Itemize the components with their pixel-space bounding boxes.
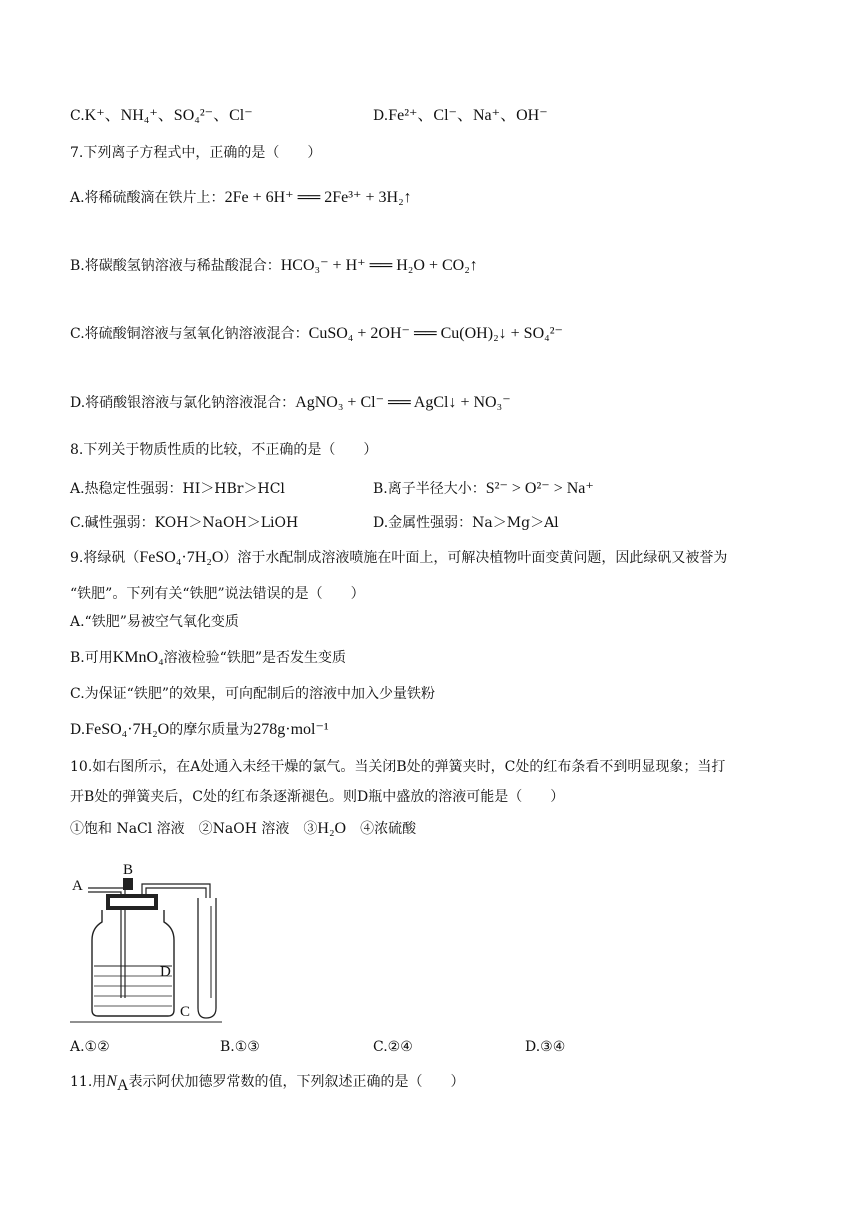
q10-stem-line1: 10.如右图所示，在A处通入未经干燥的氯气。当关闭B处的弹簧夹时，C处的红布条看不到明显现象；当打 <box>70 759 726 775</box>
test-tube-c <box>198 898 216 1018</box>
q7-option-b-equation: HCO₃⁻ + H⁺ ══ H₂O + CO₂↑ <box>280 257 478 274</box>
q10-choices-a: ①饱和 NaCl 溶液 ②NaOH 溶液 ③ <box>70 821 318 837</box>
figure-label-d: D <box>160 964 171 980</box>
q9-option-d-a: D. <box>70 722 86 738</box>
q6-option-c <box>70 106 253 126</box>
q7-option-c <box>70 324 563 344</box>
q9-option-b <box>70 648 346 668</box>
q10-option-a: A.①② <box>70 1039 110 1055</box>
q10-choices <box>70 819 416 839</box>
q7-option-a-equation: 2Fe + 6H⁺ ══ 2Fe³⁺ + 3H₂↑ <box>224 189 412 206</box>
gas-washing-apparatus-figure <box>70 858 222 1024</box>
q11-stem <box>70 1072 465 1096</box>
q9-option-c: C.为保证“铁肥”的效果，可向配制后的溶液中加入少量铁粉 <box>70 686 435 702</box>
figure-label-a: A <box>72 878 83 894</box>
figure-label-b: B <box>123 862 134 878</box>
q11-stem-sub: A <box>116 1076 129 1094</box>
q6-option-d-content: Fe²⁺、Cl⁻、Na⁺、OH⁻ <box>388 107 548 124</box>
spring-clip-b <box>123 878 133 890</box>
q9-option-b-b: 溶液检验“铁肥”是否发生变质 <box>163 650 346 666</box>
q9-option-a: A.“铁肥”易被空气氧化变质 <box>70 614 239 630</box>
q9-stem-line1 <box>70 548 727 568</box>
q9-stem-line2: “铁肥”。下列有关“铁肥”说法错误的是（ ） <box>70 586 365 602</box>
q9-option-d-b: 的摩尔质量为 <box>169 722 254 738</box>
q7-option-d <box>70 393 511 413</box>
q11-stem-symbol: N <box>106 1073 117 1090</box>
q6-option-d <box>373 106 548 126</box>
q7-option-d-equation: AgNO₃ + Cl⁻ ══ AgCl↓ + NO₃⁻ <box>295 394 511 411</box>
q7-option-a <box>70 188 412 208</box>
q7-option-d-text: D.将硝酸银溶液与氯化钠溶液混合： <box>70 395 296 411</box>
q10-option-c: C.②④ <box>373 1039 413 1055</box>
q7-option-c-equation: CuSO₄ + 2OH⁻ ══ Cu(OH)₂↓ + SO₄²⁻ <box>308 325 563 342</box>
q8-option-b <box>373 479 594 499</box>
q7-option-b <box>70 256 478 276</box>
q7-option-b-text: B.将碳酸氢钠溶液与稀盐酸混合： <box>70 258 281 274</box>
stopper-gap <box>110 898 154 906</box>
q8-stem: 8.下列关于物质性质的比较，不正确的是（ ） <box>70 442 378 458</box>
bottle-d <box>92 910 174 1016</box>
q7-stem: 7.下列离子方程式中，正确的是（ ） <box>70 145 322 161</box>
q10-choices-formula: H₂O <box>317 820 347 837</box>
q8-option-d: D.金属性强弱：Na＞Mg＞Al <box>373 515 559 531</box>
q8-option-b-equation: S²⁻ > O²⁻ > Na⁺ <box>485 480 594 497</box>
q7-option-a-text: A.将稀硫酸滴在铁片上： <box>70 190 225 206</box>
q10-option-d: D.③④ <box>525 1039 566 1055</box>
q9-stem-formula: FeSO₄·7H₂O <box>139 549 224 566</box>
q7-option-c-text: C.将硫酸铜溶液与氢氧化钠溶液混合： <box>70 326 309 342</box>
q10-stem-line2: 开B处的弹簧夹后，C处的红布条逐渐褪色。则D瓶中盛放的溶液可能是（ ） <box>70 789 565 805</box>
q9-stem-1b: ）溶于水配制成溶液喷施在叶面上，可解决植物叶面变黄问题，因此绿矾又被誉为 <box>223 550 728 566</box>
q9-option-b-a: B.可用 <box>70 650 113 666</box>
q6-option-c-content: K⁺、NH₄⁺、SO₄²⁻、Cl⁻ <box>84 107 253 124</box>
q10-option-b: B.①③ <box>220 1039 260 1055</box>
q11-stem-a: 11.用 <box>70 1074 107 1090</box>
q9-option-b-formula: KMnO₄ <box>112 649 164 666</box>
figure-label-c: C <box>180 1004 191 1020</box>
q10-choices-b: ④浓硫酸 <box>346 821 417 837</box>
q8-option-a: A.热稳定性强弱：HI＞HBr＞HCl <box>70 481 285 497</box>
q9-option-d <box>70 720 329 740</box>
q9-option-d-formula: FeSO₄·7H₂O <box>85 721 170 738</box>
q8-option-b-text: B.离子半径大小： <box>373 481 486 497</box>
q6-option-c-label: C. <box>70 108 85 124</box>
q11-stem-b: 表示阿伏加德罗常数的值，下列叙述正确的是（ ） <box>128 1074 465 1090</box>
q6-option-d-label: D. <box>373 108 389 124</box>
q8-option-c: C.碱性强弱：KOH＞NaOH＞LiOH <box>70 515 299 531</box>
q9-stem-1a: 9.将绿矾（ <box>70 550 140 566</box>
q9-option-d-value: 278g·mol⁻¹ <box>253 721 329 738</box>
